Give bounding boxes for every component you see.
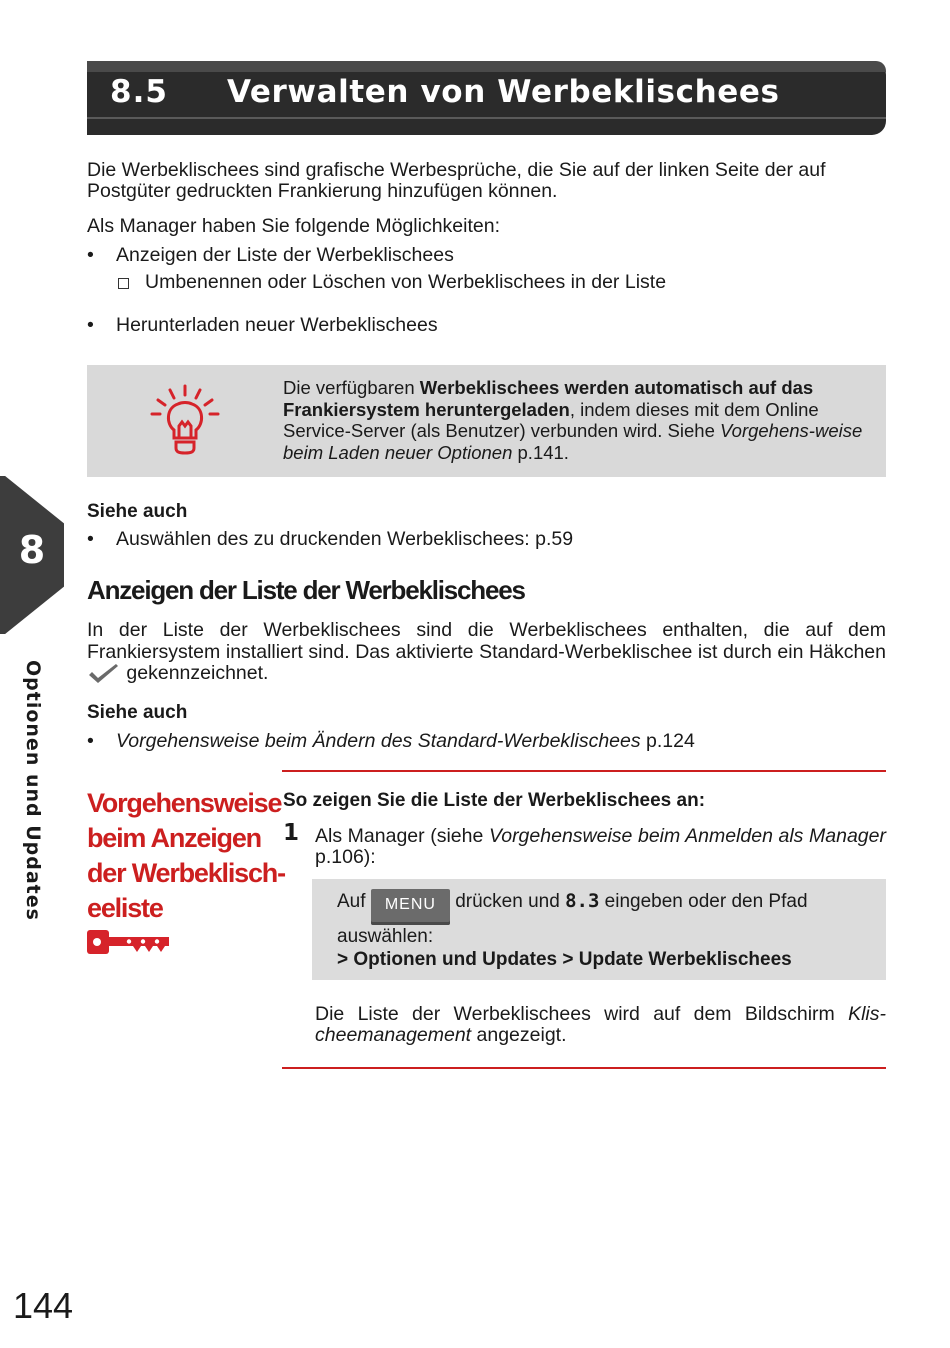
square-bullet-icon: [118, 278, 129, 289]
bullet-glyph: •: [87, 244, 94, 266]
key-icon: [87, 928, 171, 956]
page-number: 144: [13, 1285, 74, 1326]
note-link[interactable]: Vorgehens-weise beim Laden neuer Optionen: [283, 420, 863, 463]
menu-key-button[interactable]: MENU: [371, 889, 450, 925]
procedure-bottom-rule: [282, 1067, 886, 1069]
subbullet-item-rename-delete: Umbenennen oder Löschen von Werbeklischees in der Liste: [145, 271, 667, 293]
bullet-glyph: •: [87, 314, 94, 336]
intro-paragraph: Die Werbeklischees sind grafische Werbesprüche, die Sie auf der linken Seite der auf Postgüter gedruckten Frankierung hinzufügen können.: [87, 159, 826, 202]
lightbulb-icon: [148, 382, 222, 458]
bullet-item-show-list: Anzeigen der Liste der Werbeklischees: [116, 244, 454, 266]
bullet-item-download: Herunterladen neuer Werbeklischees: [116, 314, 438, 336]
procedure-heading: So zeigen Sie die Liste der Werbeklischees an:: [283, 790, 706, 811]
step-link[interactable]: Vorgehensweise beim Anmelden als Manager: [488, 825, 886, 847]
header-divider: [87, 117, 886, 119]
see-also-item[interactable]: Vorgehensweise beim Ändern des Standard-Werbeklischees p.124: [116, 730, 695, 752]
header-top-strip: [87, 61, 886, 72]
menu-code: 8.3: [565, 890, 600, 912]
section-title: Verwalten von Werbeklischees: [227, 74, 780, 110]
result-text: Die Liste der Werbeklischees wird auf dem Bildschirm Klis-cheemanagement angezeigt.: [315, 1003, 886, 1046]
bullet-glyph: •: [87, 528, 94, 550]
procedure-side-title: Vorgehensweise beim Anzeigen der Werbeklisch- eeliste: [87, 788, 285, 923]
subsection-paragraph: In der Liste der Werbeklischees sind die Werbeklischees enthalten, die auf dem Frankiersystem installiert sind. Das aktivierte Standard-Werbeklischee ist durch ein Häkchen gekennzeichnet.: [87, 620, 886, 687]
section-number: 8.5: [110, 74, 168, 110]
see-also-item[interactable]: Auswählen des zu druckenden Werbeklischees: p.59: [116, 528, 574, 550]
intro-lead: Als Manager haben Sie folgende Möglichkeiten:: [87, 215, 501, 237]
procedure-top-rule: [282, 770, 886, 772]
step-number: 1: [283, 820, 300, 846]
checkmark-icon: [87, 663, 121, 687]
subsection-heading: Anzeigen der Liste der Werbeklischees: [87, 575, 525, 605]
step-text: Als Manager (siehe Vorgehensweise beim Anmelden als Manager p.106):: [315, 825, 886, 868]
chapter-label: Optionen und Updates: [22, 660, 44, 921]
see-also-heading: Siehe auch: [87, 501, 188, 522]
see-also-heading: Siehe auch: [87, 702, 188, 723]
note-text: Die verfügbaren Werbeklischees werden automatisch auf das Frankiersystem heruntergeladen, indem dieses mit dem Online Service-Server (als Benutzer) verbunden wird. Siehe Vorgehens-weise beim Laden neuer Optionen p.141.: [283, 377, 863, 463]
bullet-glyph: •: [87, 730, 94, 752]
chapter-number: 8: [18, 528, 46, 572]
menu-path: > Optionen und Updates > Update Werbeklischees: [337, 949, 792, 970]
instruction-text: Auf MENU drücken und 8.3 eingeben oder den Pfad auswählen:: [337, 890, 808, 947]
